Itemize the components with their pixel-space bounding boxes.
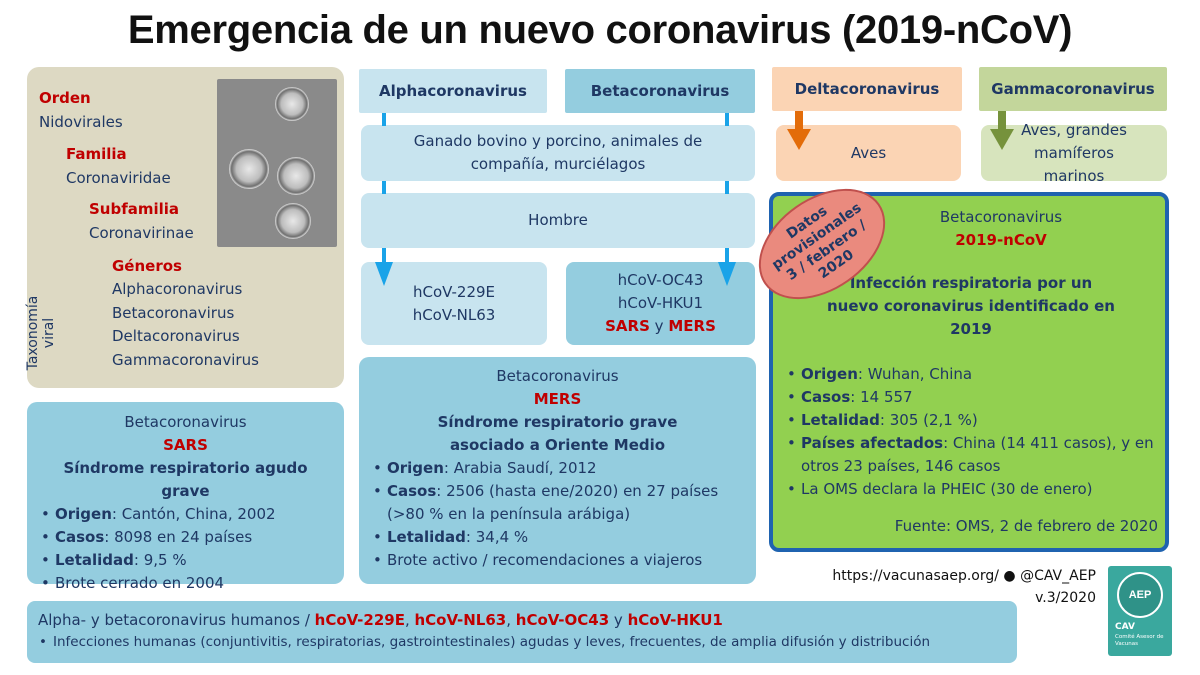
mers-genus: Betacoronavirus — [496, 367, 619, 385]
list-item: • Países afectados: China (14 411 casos), y en otros 23 países, 146 casos — [786, 432, 1158, 478]
genus-item: Gammacoronavirus — [112, 351, 259, 369]
list-item: • Origen: Wuhan, China — [786, 363, 1158, 386]
betacoronavirus-header: Betacoronavirus — [565, 69, 755, 113]
alphacoronavirus-header: Alphacoronavirus — [359, 69, 547, 113]
list-item: • Letalidad: 305 (2,1 %) — [786, 409, 1158, 432]
page-title: Emergencia de un nuevo coronavirus (2019-nCoV) — [127, 8, 1073, 52]
human-host-box: Hombre — [361, 193, 755, 248]
ncov-name: 2019-nCoV — [955, 231, 1047, 249]
familia-label: Familia — [66, 145, 127, 163]
ncov-genus: Betacoronavirus — [939, 208, 1063, 226]
taxonomy-panel — [27, 67, 344, 388]
sars-panel — [27, 402, 344, 592]
list-item: • Letalidad: 34,4 % — [372, 526, 744, 549]
virus-name: hCoV-OC43 — [617, 271, 704, 289]
summary-title: Alpha- y betacoronavirus humanos / hCoV-229E, hCoV-NL63, hCoV-OC43 y hCoV-HKU1 — [38, 611, 723, 629]
virus-name-mers: MERS — [668, 317, 716, 335]
version-label: v.3/2020 — [1035, 590, 1096, 606]
virus-name: hCoV-HKU1 — [617, 294, 704, 312]
ncov-description: Infección respiratoria por un nuevo coronavirus identificado en 2019 — [827, 274, 1115, 338]
human-coronavirus-summary — [27, 601, 1017, 663]
delta-hosts-box: Aves — [776, 125, 961, 181]
subfamilia-value: Coronavirinae — [89, 224, 194, 242]
genus-item: Betacoronavirus — [112, 304, 235, 322]
generos-label: Géneros — [112, 257, 182, 275]
orden-value: Nidovirales — [39, 113, 123, 131]
list-item: • Brote activo / recomendaciones a viajeros — [372, 549, 744, 572]
sars-facts — [40, 503, 344, 595]
genus-item: Alphacoronavirus — [112, 280, 243, 298]
sars-genus: Betacoronavirus — [124, 413, 247, 431]
subfamilia-label: Subfamilia — [89, 200, 180, 218]
mers-full-name: Síndrome respiratorio grave asociado a Oriente Medio — [437, 413, 678, 454]
deltacoronavirus-header: Deltacoronavirus — [772, 67, 962, 111]
beta-human-viruses-box: hCoV-OC43 hCoV-HKU1 SARS y MERS — [566, 262, 755, 345]
virus-name: hCoV-NL63 — [412, 305, 496, 324]
virus-name: hCoV-229E — [412, 282, 496, 301]
mers-panel — [359, 357, 756, 584]
list-item: • La OMS declara la PHEIC (30 de enero) — [786, 478, 1158, 501]
genus-item: Deltacoronavirus — [112, 327, 240, 345]
provisional-data-badge: Datos provisionales 3 / febrero / 2020 — [738, 166, 905, 322]
sars-name: SARS — [163, 436, 208, 454]
list-item: • Brote cerrado en 2004 — [40, 572, 344, 595]
list-item: • Infecciones humanas (conjuntivitis, respiratorias, gastrointestinales) agudas y leves, frecuentes, de amplia difusión y distribución — [39, 634, 931, 650]
aep-logo-icon: AEP — [1117, 572, 1163, 618]
orden-label: Orden — [39, 89, 91, 107]
list-item: • Origen: Arabia Saudí, 2012 — [372, 457, 744, 480]
gamma-hosts-box: Aves, grandes mamíferos marinos — [981, 125, 1167, 181]
list-item: • Casos: 8098 en 24 países — [40, 526, 344, 549]
familia-value: Coronaviridae — [66, 169, 171, 187]
alpha-human-viruses-box — [361, 262, 547, 345]
ncov-source: Fuente: OMS, 2 de febrero de 2020 — [894, 517, 1158, 535]
ncov-facts — [786, 363, 1158, 501]
sars-full-name: Síndrome respiratorio agudo grave — [63, 459, 308, 500]
mers-facts — [372, 457, 744, 572]
coronavirus-micrograph-image — [217, 79, 337, 247]
list-item: • Casos: 2506 (hasta ene/2020) en 27 países (>80 % en la península arábiga) — [372, 480, 744, 526]
gammacoronavirus-header: Gammacoronavirus — [979, 67, 1167, 111]
list-item: • Origen: Cantón, China, 2002 — [40, 503, 344, 526]
website-link[interactable]: https://vacunasaep.org/ ● @CAV_AEP — [832, 568, 1096, 584]
cav-aep-logo: AEP CAV Comité Asesor de Vacunas — [1108, 566, 1172, 656]
list-item: • Casos: 14 557 — [786, 386, 1158, 409]
list-item: • Letalidad: 9,5 % — [40, 549, 344, 572]
taxonomy-vertical-label: Taxonomía viral — [25, 295, 57, 371]
animal-hosts-box: Ganado bovino y porcino, animales de compañía, murciélagos — [361, 125, 755, 181]
mers-name: MERS — [533, 390, 582, 408]
virus-name-sars: SARS — [605, 317, 650, 335]
